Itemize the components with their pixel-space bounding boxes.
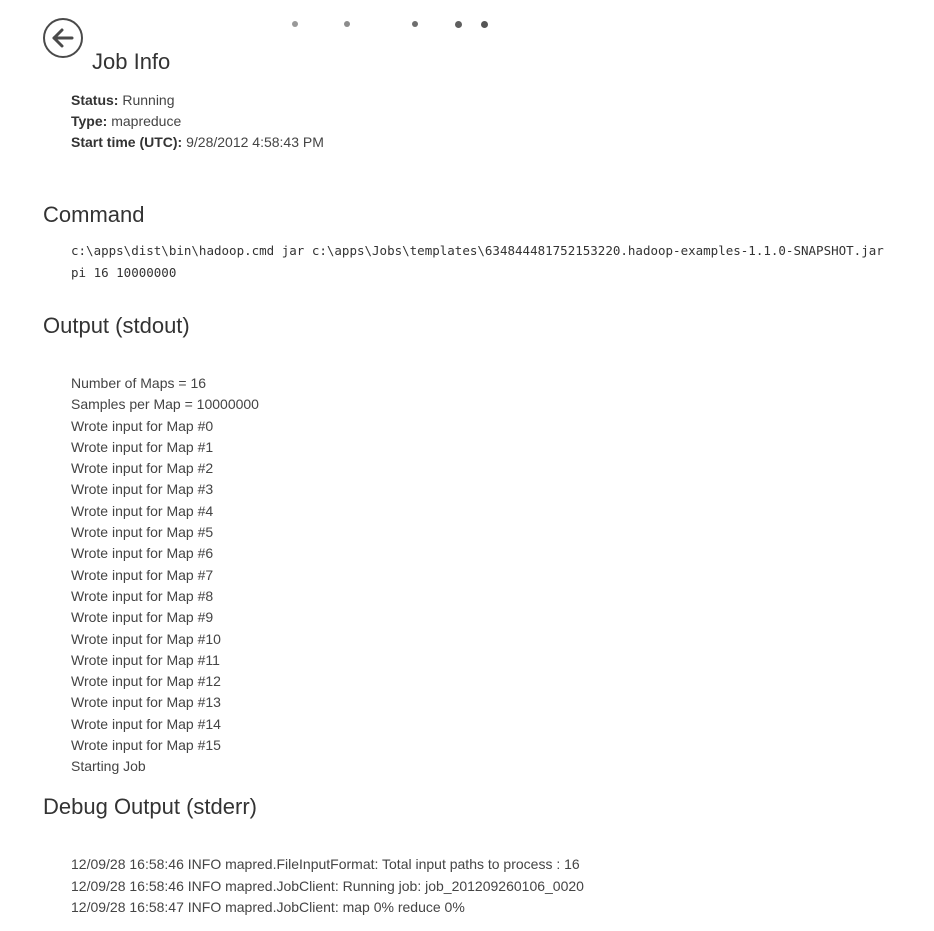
loading-dot bbox=[455, 21, 462, 28]
status-value: Running bbox=[122, 92, 175, 108]
stdout-output bbox=[71, 373, 259, 778]
status-label: Status: bbox=[71, 92, 119, 108]
stdout-line: Wrote input for Map #10 bbox=[71, 630, 221, 647]
stdout-line: Wrote input for Map #2 bbox=[71, 460, 214, 477]
command-line-2: pi 16 10000000 bbox=[71, 265, 177, 280]
stderr-line: 12/09/28 16:58:47 INFO mapred.JobClient: map 0% reduce 0% bbox=[71, 899, 465, 915]
stdout-line: Wrote input for Map #12 bbox=[71, 673, 221, 690]
type-label: Type: bbox=[71, 113, 108, 129]
stdout-line: Wrote input for Map #15 bbox=[71, 737, 221, 754]
stdout-line: Wrote input for Map #4 bbox=[71, 502, 214, 519]
command-heading: Command bbox=[43, 202, 145, 227]
loading-indicator bbox=[0, 0, 934, 40]
stderr-heading: Debug Output (stderr) bbox=[43, 794, 257, 819]
stdout-line: Wrote input for Map #5 bbox=[71, 524, 214, 541]
command-line-1: c:\apps\dist\bin\hadoop.cmd jar c:\apps\Jobs\templates\634844481752153220.hadoop-examples-1.1.0-SNAPSHOT.jar bbox=[71, 243, 884, 258]
stderr-line: 12/09/28 16:58:46 INFO mapred.FileInputFormat: Total input paths to process : 16 bbox=[71, 856, 580, 872]
stdout-line: Wrote input for Map #11 bbox=[71, 651, 220, 668]
stdout-heading: Output (stdout) bbox=[43, 313, 190, 338]
stdout-line: Number of Maps = 16 bbox=[71, 375, 207, 391]
loading-dot bbox=[412, 21, 418, 27]
loading-dot bbox=[344, 21, 350, 27]
stdout-line: Wrote input for Map #8 bbox=[71, 587, 214, 604]
type-row bbox=[71, 111, 324, 132]
stdout-line: Wrote input for Map #3 bbox=[71, 481, 214, 498]
stderr-output bbox=[71, 854, 584, 919]
stdout-line: Wrote input for Map #9 bbox=[71, 609, 214, 626]
stdout-line: Wrote input for Map #14 bbox=[71, 715, 221, 732]
stdout-line: Wrote input for Map #1 bbox=[71, 438, 214, 455]
page-title: Job Info bbox=[92, 49, 171, 74]
stdout-line: Samples per Map = 10000000 bbox=[71, 396, 259, 413]
job-info-panel bbox=[71, 90, 324, 153]
start-time-value: 9/28/2012 4:58:43 PM bbox=[186, 134, 324, 150]
stdout-line: Wrote input for Map #13 bbox=[71, 694, 221, 711]
stdout-line: Wrote input for Map #6 bbox=[71, 545, 214, 562]
loading-dot bbox=[292, 21, 298, 27]
start-time-row bbox=[71, 132, 324, 153]
stderr-line: 12/09/28 16:58:46 INFO mapred.JobClient: Running job: job_201209260106_0020 bbox=[71, 877, 584, 894]
stdout-line: Wrote input for Map #7 bbox=[71, 566, 214, 583]
start-time-label: Start time (UTC): bbox=[71, 134, 183, 150]
type-value: mapreduce bbox=[111, 113, 182, 129]
loading-dot bbox=[481, 21, 488, 28]
status-row bbox=[71, 90, 324, 111]
stdout-line: Wrote input for Map #0 bbox=[71, 417, 214, 434]
command-text bbox=[71, 240, 884, 284]
stdout-line: Starting Job bbox=[71, 758, 146, 775]
